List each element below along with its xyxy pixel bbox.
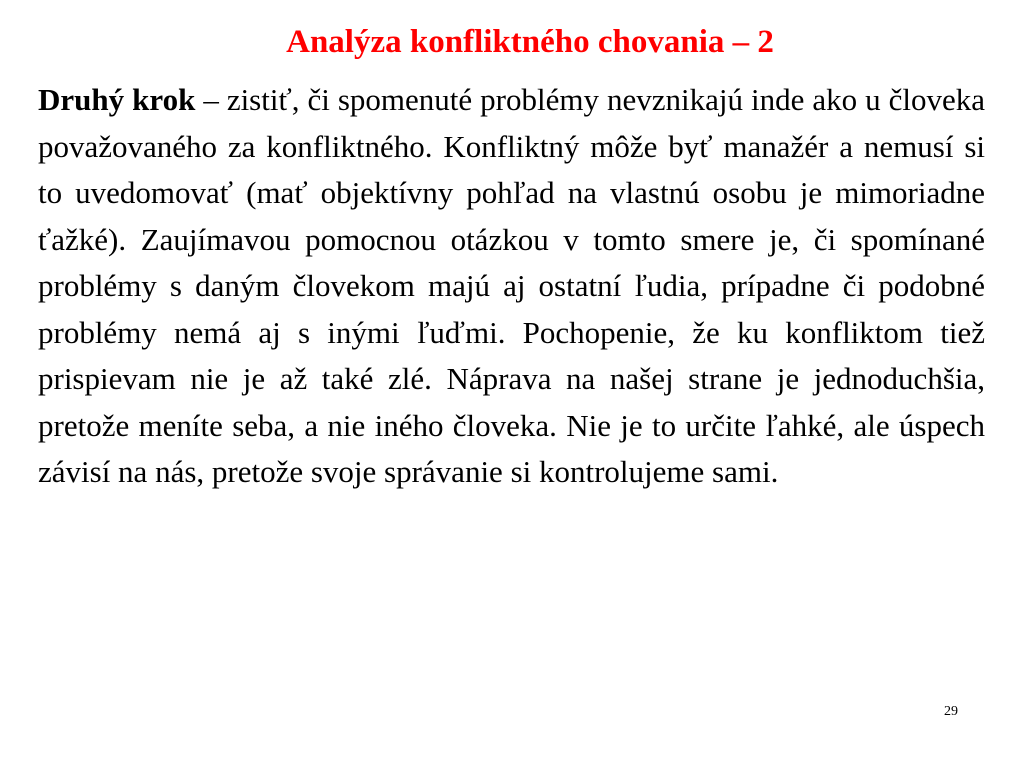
body-lead-bold: Druhý krok xyxy=(38,82,196,117)
slide-body-text xyxy=(38,77,985,496)
slide-title: Analýza konfliktného chovania – 2 xyxy=(286,24,774,60)
body-text: – zistiť, či spomenuté problémy nevznikajú inde ako u človeka považovaného za konfliktného. Konfliktný môže byť manažér a nemusí si to uvedomovať (mať objektívny pohľad na vlastnú osobu je mimoriadne ťažké). Zaujímavou pomocnou otázkou v tomto smere je, či spomínané problémy s daným človekom majú aj ostatní ľudia, prípadne či podobné problémy nemá aj s inými ľuďmi. Pochopenie, že ku konfliktom tiež prispievam nie je až také zlé. Náprava na našej strane je jednoduchšia, pretože meníte seba, a nie iného človeka. Nie je to určite ľahké, ale úspech závisí na nás, pretože svoje správanie si kontrolujeme sami. xyxy=(38,82,985,489)
page-number: 29 xyxy=(944,704,958,719)
